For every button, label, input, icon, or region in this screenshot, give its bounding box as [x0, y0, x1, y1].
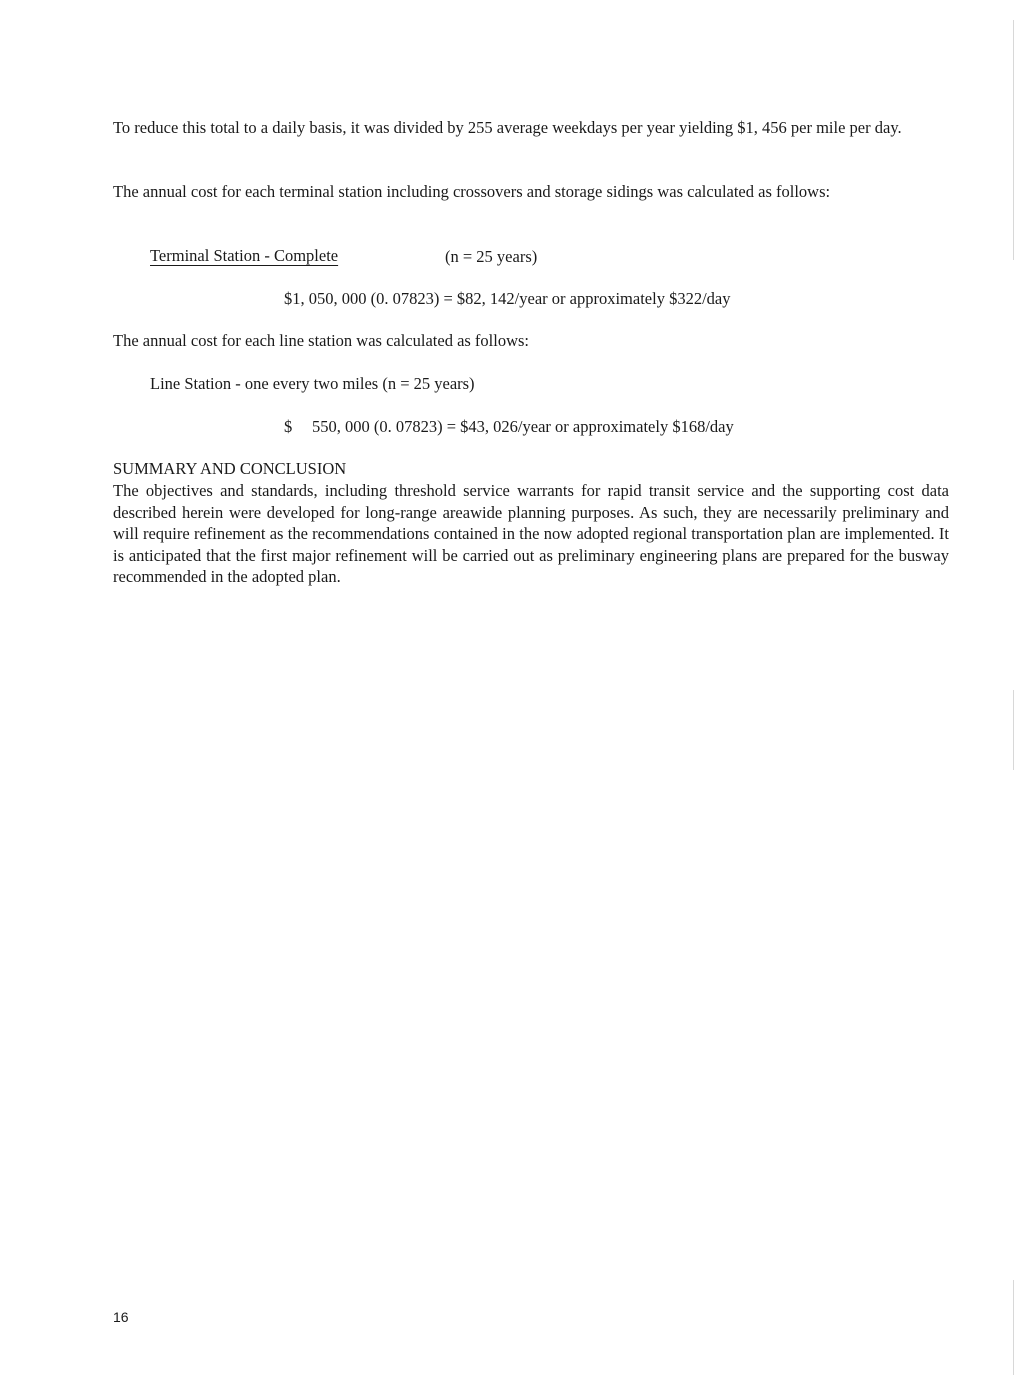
- page-number: 16: [113, 1309, 129, 1325]
- scan-edge-mark: [1013, 1280, 1014, 1375]
- line-station-calculation: 550, 000 (0. 07823) = $43, 026/year or approximately $168/day: [312, 417, 734, 436]
- paragraph-terminal-intro: The annual cost for each terminal station including crossovers and storage sidings was calculated as follows:: [113, 182, 831, 201]
- paragraph-daily-basis: To reduce this total to a daily basis, it was divided by 255 average weekdays per year yielding $1, 456 per mile per day.: [113, 118, 902, 137]
- line-station-dollar-sign: $: [284, 417, 293, 436]
- scan-edge-mark: [1013, 690, 1014, 770]
- terminal-station-calculation: $1, 050, 000 (0. 07823) = $82, 142/year or approximately $322/day: [284, 289, 731, 308]
- line-station-label: Line Station - one every two miles (n = 25 years): [150, 374, 475, 393]
- summary-heading: SUMMARY AND CONCLUSION: [113, 459, 347, 478]
- paragraph-line-intro: The annual cost for each line station was calculated as follows:: [113, 331, 530, 350]
- paragraph-summary: The objectives and standards, including threshold service warrants for rapid transit service and the supporting cost data described herein were developed for long-range areawide planning purposes. As such, they are necessarily preliminary and will require refinement as the recommendations contained in the now adopted regional transportation plan are implemented. It is anticipated that the first major refinement will be carried out as preliminary engineering plans are prepared for the busway recommended in the adopted plan.: [113, 481, 949, 587]
- scan-edge-mark: [1013, 20, 1014, 260]
- terminal-station-term: (n = 25 years): [445, 247, 538, 266]
- terminal-station-label: Terminal Station - Complete: [150, 246, 339, 265]
